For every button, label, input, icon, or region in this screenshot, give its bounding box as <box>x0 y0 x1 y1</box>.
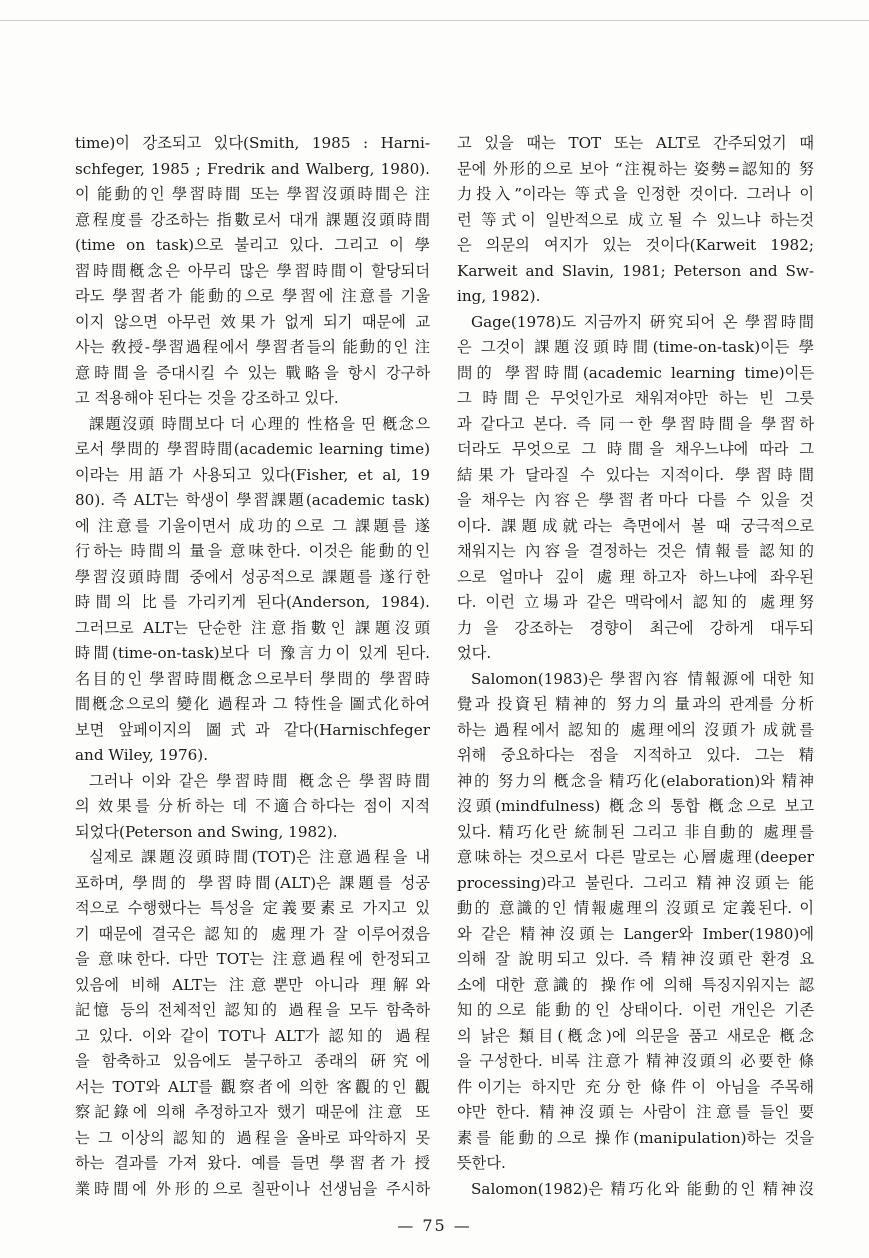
text-line: 의 낡은 類目(槪念)에 의문을 품고 새로운 槪念 <box>457 1026 814 1045</box>
text-line: 沒頭(mindfulness) 槪念의 통합 槪念으로 보고 <box>457 797 814 815</box>
text-line: 習時間槪念은 아무리 많은 學習時間이 할당되더 <box>75 261 430 280</box>
text-line: 學習沒頭時間 중에서 성공적으로 課題를 遂行한 <box>75 567 430 586</box>
text-line: 위해 중요하다는 점을 지적하고 있다. 그는 精 <box>457 746 814 764</box>
text-line: 채워지는 內容을 결정하는 것은 情報를 認知的 <box>457 542 814 560</box>
text-line: 하는 過程에서 認知的 處理에의 沒頭가 成就를 <box>457 720 814 739</box>
text-line: 그 時間은 무엇인가로 채워져야만 하는 빈 그릇 <box>457 389 814 407</box>
text-line: 間槪念으로의 變化 過程과 그 特性을 圖式化하여 <box>75 695 430 713</box>
text-line: 와 같은 精神沒頭는 Langer와 Imber(1980)에 <box>457 924 814 943</box>
text-line: ing, 1982). <box>457 287 541 305</box>
text-line: 知的으로 能動的인 상태이다. 이런 개인은 기존 <box>457 1001 814 1019</box>
text-line: 覺과 投資된 精神的 努力의 量과의 관계를 分析 <box>457 695 814 713</box>
text-line: 이 能動的인 學習時間 또는 學習沒頭時間은 注 <box>75 185 430 203</box>
text-line: (time on task)으로 불리고 있다. 그리고 이 學 <box>75 236 430 254</box>
text-line: 意時間을 증대시킬 수 있는 戰略을 항시 강구하 <box>75 363 430 382</box>
text-line: 그러므로 ALT는 단순한 注意指數인 課題沒頭 <box>75 618 430 637</box>
text-line: 라도 學習者가 能動的으로 學習에 注意를 기울 <box>75 287 430 305</box>
text-line: processing)라고 불린다. 그리고 精神沒頭는 能 <box>457 873 814 892</box>
text-line: Salomon(1982)은 精巧化와 能動的인 精神沒 <box>471 1179 814 1198</box>
text-line: 포하며, 學問的 學習時間(ALT)은 課題를 성공 <box>75 873 430 892</box>
right-column <box>457 131 814 1202</box>
text-line: 神的 努力의 槪念을 精巧化(elaboration)와 精神 <box>457 771 814 790</box>
text-line: Karweit and Slavin, 1981; Peterson and Sw- <box>457 261 814 280</box>
text-line: and Wiley, 1976). <box>75 746 209 764</box>
text-line: 로서 學問的 學習時間(academic learning time) <box>75 440 430 458</box>
text-line: 사는 敎授-學習過程에서 學習者들의 能動的인 注 <box>75 338 430 356</box>
text-line: 을 채우는 內容은 學習者마다 다를 수 있을 것 <box>457 491 814 509</box>
text-line: 되었다(Peterson and Swing, 1982). <box>75 822 338 841</box>
text-line: 時間의 比를 가리키게 된다(Anderson, 1984). <box>75 593 430 611</box>
text-line: 고 있다. 이와 같이 TOT나 ALT가 認知的 過程 <box>75 1026 430 1045</box>
text-line: 다. 이런 立場과 같은 맥락에서 認知的 處理努 <box>457 593 814 611</box>
text-line: 을 구성한다. 비록 注意가 精神沒頭의 必要한 條 <box>457 1052 814 1070</box>
text-line: 고 적용해야 된다는 것을 강조하고 있다. <box>75 389 339 407</box>
text-line: 에 注意를 기울이면서 成功的으로 그 課題를 遂 <box>75 516 430 535</box>
text-line: 이라는 用語가 사용되고 있다(Fisher, et al, 19 <box>75 465 430 484</box>
text-line: 이지 않으면 아무런 效果가 없게 되기 때문에 교 <box>75 312 430 331</box>
text-line: 보면 앞페이지의 圖式과 같다(Harnischfeger <box>75 720 430 739</box>
text-line: 動的 意識的인 情報處理의 沒頭로 定義된다. 이 <box>457 899 814 917</box>
text-line: 力投入”이라는 等式을 인정한 것이다. 그러나 이 <box>457 185 814 203</box>
text-line: 는 그 이상의 認知的 過程을 올바로 파악하지 못 <box>75 1128 430 1147</box>
text-line: 으로 얼마나 깊이 處理하고자 하느냐에 좌우된 <box>457 567 814 586</box>
text-line: 기 때문에 결국은 認知的 處理가 잘 이루어졌음 <box>75 924 430 943</box>
text-line: 었다. <box>457 644 492 662</box>
text-line: 적으로 수행했다는 특성을 定義要素로 가지고 있 <box>75 899 430 917</box>
text-line: 을 意味한다. 다만 TOT는 注意過程에 한정되고 <box>75 950 430 968</box>
text-line: 이다. 課題成就라는 측면에서 볼 때 궁극적으로 <box>457 516 814 535</box>
text-line: 뜻한다. <box>457 1154 506 1172</box>
text-line: 문에 外形的으로 보아 “注視하는 姿勢=認知的 努 <box>457 159 814 178</box>
text-line: 80). 즉 ALT는 학생이 學習課題(academic task) <box>75 491 430 509</box>
text-line: 은 의문의 여지가 있는 것이다(Karweit 1982; <box>457 236 814 254</box>
text-line: 問的 學習時間(academic learning time)이든 <box>457 363 814 382</box>
text-line: Salomon(1983)은 學習內容 情報源에 대한 知 <box>471 669 814 688</box>
text-line: 課題沒頭 時間보다 더 心理的 性格을 띤 槪念으 <box>89 414 430 433</box>
text-line: 時間(time-on-task)보다 더 豫言力이 있게 된다. <box>75 644 430 662</box>
text-line: 件이기는 하지만 充分한 條件이 아님을 주목해 <box>457 1077 814 1096</box>
text-line: 실제로 課題沒頭時間(TOT)은 注意過程을 내 <box>89 848 430 866</box>
text-line: 그러나 이와 같은 學習時間 槪念은 學習時間 <box>89 771 430 790</box>
text-line: 더라도 무엇으로 그 時間을 채우느냐에 따라 그 <box>457 440 814 458</box>
text-line: 소에 대한 意識的 操作에 의해 특징지워지는 認 <box>457 975 814 994</box>
text-line: 있음에 비해 ALT는 注意뿐만 아니라 理解와 <box>75 975 430 994</box>
text-line: 고 있을 때는 TOT 또는 ALT로 간주되었기 때 <box>457 134 814 152</box>
text-line: 런 等式이 일반적으로 成立될 수 있느냐 하는것 <box>457 210 814 229</box>
text-line: 은 그것이 課題沒頭時間(time-on-task)이든 學 <box>457 338 814 356</box>
text-line: 을 함축하고 있음에도 불구하고 종래의 硏究에 <box>75 1052 430 1070</box>
text-line: 意味하는 것으로서 다른 말로는 心層處理(deeper <box>457 848 814 866</box>
text-line: 과 같다고 본다. 즉 同一한 學習時間을 學習하 <box>457 414 814 433</box>
text-line: Gage(1978)도 지금까지 硏究되어 온 學習時間 <box>471 312 814 331</box>
text-line: 하는 결과를 가져 왔다. 예를 들면 學習者가 授 <box>75 1154 430 1172</box>
text-line: 業時間에 外形的으로 칠판이나 선생님을 주시하 <box>75 1179 430 1198</box>
page-number: — 75 — <box>397 1216 472 1235</box>
text-line: time)이 강조되고 있다(Smith, 1985 : Harni- <box>75 134 430 152</box>
text-line: 의 效果를 分析하는 데 不適合하다는 점이 지적 <box>75 797 430 815</box>
text-line: 力을 강조하는 경향이 최근에 강하게 대두되 <box>457 618 814 637</box>
text-line: 意程度를 강조하는 指數로서 대개 課題沒頭時間 <box>75 210 430 229</box>
text-line: schfeger, 1985 ; Fredrik and Walberg, 1980). <box>75 159 430 178</box>
text-line: 의해 잘 說明되고 있다. 즉 精神沒頭란 환경 요 <box>457 950 814 968</box>
text-line: 名目的인 學習時間槪念으로부터 學問的 學習時 <box>75 669 430 688</box>
top-rule <box>0 20 869 21</box>
text-line: 察記錄에 의해 추정하고자 했기 때문에 注意 또 <box>75 1103 430 1121</box>
text-line: 結果가 달라질 수 있다는 지적이다. 學習時間 <box>457 465 814 484</box>
text-line: 素를 能動的으로 操作(manipulation)하는 것을 <box>457 1128 814 1147</box>
left-column <box>75 131 430 1202</box>
text-line: 記憶 등의 전체적인 認知的 過程을 모두 함축하 <box>75 1001 430 1019</box>
text-line: 있다. 精巧化란 統制된 그리고 非自動的 處理를 <box>457 822 814 841</box>
text-line: 야만 한다. 精神沒頭는 사람이 注意를 들인 要 <box>457 1103 814 1121</box>
text-line: 서는 TOT와 ALT를 觀察者에 의한 客觀的인 觀 <box>75 1077 430 1096</box>
text-line: 行하는 時間의 量을 意味한다. 이것은 能動的인 <box>75 542 430 560</box>
